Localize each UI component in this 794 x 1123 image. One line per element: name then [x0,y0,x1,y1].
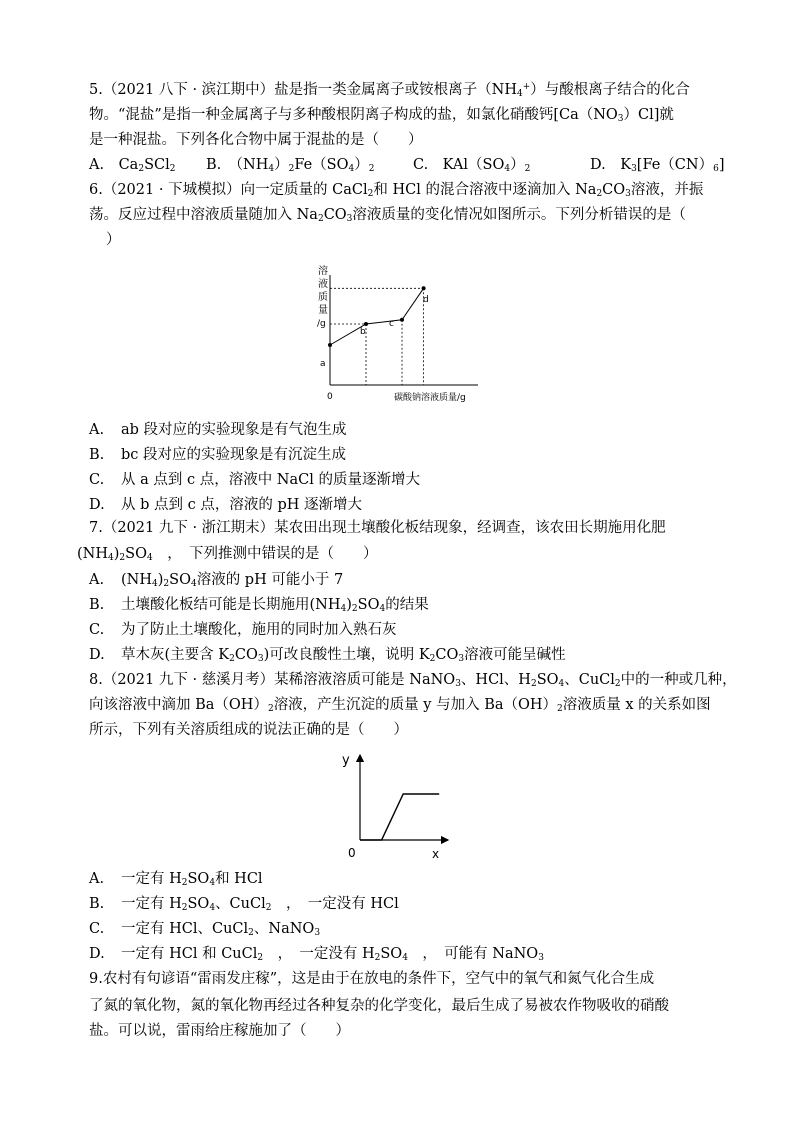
q8-option-b[interactable]: B. 一定有 $H_2SO_4$、CuCl$_2$ ， 一定没有 HCl [89,896,399,913]
q6-ylabel-4: /g [317,319,326,329]
q8-option-a[interactable]: A. 一定有 $H_2SO_4$和 HCl [89,871,263,888]
q6-series-line [330,288,424,345]
q6-origin: 0 [327,392,333,402]
q8-line-2: 向该溶液中滴加 $Ba(OH)_2$溶液，产生沉淀的质量 y 与加入 $Ba(OH)_2$溶液质量 x 的关系如图 [89,697,711,714]
q6-ylabel-3: 量 [318,305,328,316]
q8-series-line [360,794,439,840]
q6-ylabel-0: 溶 [318,266,328,277]
q6-ylabel-1: 液 [318,279,328,290]
q5-option-c[interactable]: C. $KAl(SO_4)_2$ [413,157,531,174]
q6-option-c[interactable]: C. 从 a 点到 c 点，溶液中 NaCl 的质量逐渐增大 [89,472,420,488]
q9-line-3: 盐。可以说，雷雨给庄稼施加了（ ） [89,1023,350,1039]
q7-option-b[interactable]: B. 土壤酸化板结可能是长期施用$(NH_4)_2SO_4$的结果 [89,597,429,614]
q9-line-2: 了氮的氧化物，氮的氧化物再经过各种复杂的化学变化，最后生成了易被农作物吸收的硝酸 [89,998,669,1014]
q8-chart [330,745,460,865]
q8-chart-marks [360,794,439,840]
q6-point-a-label: a [320,359,326,369]
q6-ylabel-2: 质 [318,292,328,303]
q7-option-c[interactable]: C. 为了防止土壤酸化，施用的同时加入熟石灰 [89,622,397,638]
q8-xlabel: x [432,847,440,861]
q6-point-a [328,343,332,347]
q6-chart-marks [328,286,426,385]
q6-chart [300,260,490,405]
q5-option-b[interactable]: B. $(NH_4)_2Fe(SO_4)_2$ [206,157,375,174]
q6-line-3: ） [106,232,121,248]
q6-point-d-label: d [423,295,429,305]
q8-line-1: 8.（2021 九下 · 慈溪月考）某稀溶液溶质可能是 NaNO$_3$、HCl、$H_2SO_4$、CuCl$_2$中的一种或几种， [89,672,737,689]
q8-ylabel: y [342,753,350,768]
q6-line-2: 荡。反应过程中溶液质量随加入 $Na_2CO_3$溶液质量的变化情况如图所示。下列分析错误的是（ [89,207,686,224]
q7-line-1: 7.（2021 九下 · 浙江期末）某农田出现土壤酸化板结现象，经调查，该农田长期施用化肥 [89,520,666,536]
q6-xlabel: 碳酸钠溶液质量/g [394,393,466,403]
q6-point-c-label: c [389,319,394,329]
q7-line-2: $(NH_4)_2SO_4$ ， 下列推测中错误的是（ ） [77,546,378,563]
q6-option-b[interactable]: B. bc 段对应的实验现象是有沉淀生成 [89,447,347,463]
q8-option-c[interactable]: C. 一定有 HCl、CuCl$_2$、NaNO$_3$ [89,921,321,938]
q6-option-a[interactable]: A. ab 段对应的实验现象是有气泡生成 [89,422,347,438]
q5-line-1: 5.（2021 八下 · 滨江期中）盐是指一类金属离子或铵根离子$(NH_4^+)$与酸根离子结合的化合 [89,82,690,99]
q5-line-3: 是一种混盐。下列各化合物中属于混盐的是（ ） [89,132,423,148]
q8-origin: 0 [348,846,356,860]
q7-option-d[interactable]: D. 草木灰(主要含 $K_2CO_3$)可改良酸性土壤，说明 $K_2CO_3$溶液可能呈碱性 [89,647,566,664]
q6-point-d [422,286,426,290]
q8-option-d[interactable]: D. 一定有 HCl 和 CuCl$_2$ ， 一定没有 $H_2SO_4$ ， 可能有 NaNO$_3$ [89,946,544,963]
q9-line-1: 9.农村有句谚语“雷雨发庄稼”，这是由于在放电的条件下，空气中的氧气和氮气化合生成 [89,971,655,987]
q5-option-a[interactable]: A. $Ca_2SCl_2$ [89,157,176,174]
q5-option-d[interactable]: D. $K_3[Fe(CN)_6]$ [590,157,725,174]
q6-line-1: 6.（2021 · 下城模拟）向一定质量的 CaCl$_2$和 HCl 的混合溶液中逐滴加入 $Na_2CO_3$溶液，并振 [89,182,704,199]
q8-line-3: 所示，下列有关溶质组成的说法正确的是（ ） [89,722,408,738]
q7-option-a[interactable]: A. $(NH_4)_2SO_4$溶液的 pH 可能小于 7 [89,572,344,589]
q6-option-d[interactable]: D. 从 b 点到 c 点，溶液的 pH 逐渐增大 [89,497,362,513]
q6-point-c [400,318,404,322]
q6-point-b [364,322,368,326]
q6-point-b-label: b [360,327,366,337]
q5-line-2: 物。“混盐”是指一种金属离子与多种酸根阴离子构成的盐，如氯化硝酸钙$[Ca(NO_3)Cl]$就 [89,107,674,124]
